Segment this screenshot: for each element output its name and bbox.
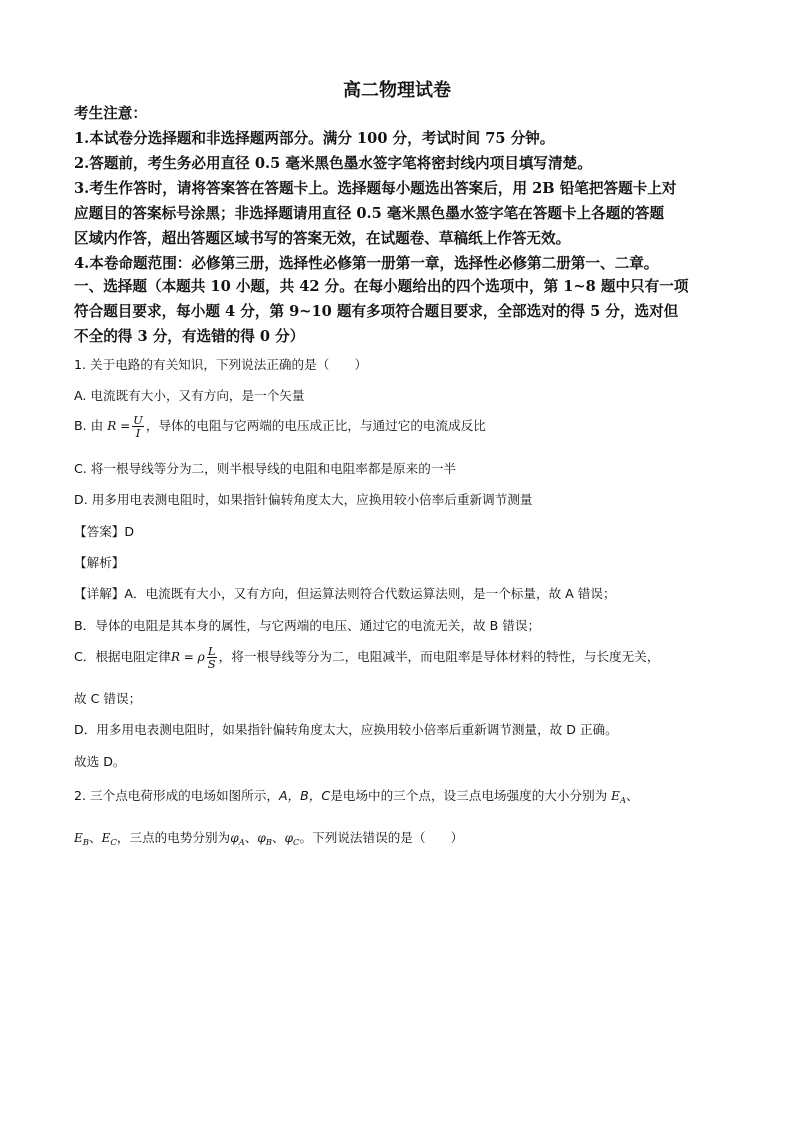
q1-option-b-prefix: B. 由 xyxy=(74,418,108,434)
notice-item-2: 2.答题前，考生务必用直径 0.5 毫米黑色墨水签字笔将密封线内项目填写清楚。 xyxy=(74,155,592,172)
q1-option-b xyxy=(74,414,486,439)
q2-points: A，B，C xyxy=(278,788,331,803)
separator: 、 xyxy=(272,830,285,845)
fraction-u-over-i xyxy=(132,414,144,439)
separator: 、 xyxy=(89,830,102,845)
detail-c-prefix: C．根据电阻定律 xyxy=(74,649,171,665)
detail-a: 【详解】A．电流既有大小，又有方向，但运算法则符合代数运算法则，是一个标量，故 A 错误； xyxy=(74,586,616,601)
q2-stem-middle: 是电场中的三个点，设三点电场强度的大小分别为 xyxy=(330,788,608,803)
separator: 、 xyxy=(244,830,258,845)
q1-option-c: C. 将一根导线等分为二，则半根导线的电阻和电阻率都是原来的一半 xyxy=(74,461,457,476)
q1-stem: 1. 关于电路的有关知识，下列说法正确的是（ ） xyxy=(74,357,368,372)
q1-option-b-formula: R = xyxy=(107,419,131,434)
detail-c-text: ，将一根导线等分为二，电阻减半，而电阻率是导体材料的特性，与长度无关， xyxy=(218,649,660,665)
symbol-e-b xyxy=(74,831,90,848)
notice-item-3-cont2: 区域内作答，超出答题区域书写的答案无效，在试题卷、草稿纸上作答无效。 xyxy=(74,230,571,247)
notice-heading: 考生注意： xyxy=(74,105,147,122)
fraction-l-over-s xyxy=(207,645,217,670)
symbol-e-a xyxy=(607,789,626,806)
notice-item-4: 4.本卷命题范围：必修第三册，选择性必修第一册第一章，选择性必修第二册第一、二章。 xyxy=(74,255,659,272)
e-symbol: E xyxy=(611,789,620,803)
phi-symbol: φ xyxy=(230,831,239,845)
separator: 、 xyxy=(625,788,639,803)
symbol-phi-b xyxy=(257,831,273,848)
detail-b: B．导体的电阻是其本身的属性，与它两端的电压、通过它的电流无关，故 B 错误； xyxy=(74,618,541,633)
subscript-c: C xyxy=(110,838,117,848)
symbol-e-c xyxy=(101,831,117,848)
q2-stem-line-2-middle: ，三点的电势分别为 xyxy=(116,830,231,845)
q2-stem-end: 。下列说法错误的是（ ） xyxy=(299,830,464,845)
q1-option-b-text: ，导体的电阻与它两端的电压成正比，与通过它的电流成反比 xyxy=(145,418,486,434)
section-heading-line-1: 一、选择题（本题共 10 小题，共 42 分。在每小题给出的四个选项中，第 1~8 题中只有一项 xyxy=(74,278,689,295)
q2-stem-line-1 xyxy=(74,790,639,806)
detail-d: D．用多用电表测电阻时，如果指针偏转角度太大，应换用较小倍率后重新调节测量，故 D 正确。 xyxy=(74,722,618,737)
section-heading-line-3: 不全的得 3 分，有选错的得 0 分） xyxy=(74,328,305,345)
subscript-a: A xyxy=(619,796,626,806)
q2-stem-line-2 xyxy=(74,832,463,848)
fraction-denominator: I xyxy=(135,426,141,441)
e-symbol: E xyxy=(74,831,83,845)
page-title: 高二物理试卷 xyxy=(343,80,451,101)
detail-c-continued: 故 C 错误； xyxy=(74,691,142,706)
q1-option-a: A. 电流既有大小，又有方向，是一个矢量 xyxy=(74,388,305,403)
detail-c xyxy=(74,645,659,670)
conclusion: 故选 D。 xyxy=(74,754,126,769)
fraction-numerator: L xyxy=(207,644,216,658)
subscript-c: C xyxy=(293,838,300,848)
q1-option-d: D. 用多用电表测电阻时，如果指针偏转角度太大，应换用较小倍率后重新调节测量 xyxy=(74,492,533,507)
analysis-label: 【解析】 xyxy=(74,555,125,570)
q2-stem-prefix: 2. 三个点电荷形成的电场如图所示， xyxy=(74,788,279,803)
answer-label: 【答案】D xyxy=(74,524,135,539)
notice-item-1: 1.本试卷分选择题和非选择题两部分。满分 100 分，考试时间 75 分钟。 xyxy=(74,130,555,147)
fraction-denominator: S xyxy=(207,657,216,672)
subscript-a: A xyxy=(238,838,245,848)
subscript-b: B xyxy=(82,838,90,848)
subscript-b: B xyxy=(265,838,273,848)
phi-symbol: φ xyxy=(284,831,294,845)
e-symbol: E xyxy=(101,831,111,845)
notice-item-3: 3.考生作答时，请将答案答在答题卡上。选择题每小题选出答案后，用 2B 铅笔把答题卡上对 xyxy=(74,180,677,197)
notice-item-3-cont: 应题目的答案标号涂黑；非选择题请用直径 0.5 毫米黑色墨水签字笔在答题卡上各题的答题 xyxy=(74,205,665,222)
fraction-numerator: U xyxy=(133,413,143,427)
phi-symbol: φ xyxy=(257,831,266,845)
symbol-phi-c xyxy=(284,831,300,848)
symbol-phi-a xyxy=(230,831,245,848)
section-heading-line-2: 符合题目要求，每小题 4 分，第 9~10 题有多项符合题目要求，全部选对的得 5 分，选对但 xyxy=(74,303,679,320)
detail-c-formula: R = ρ xyxy=(170,650,205,665)
